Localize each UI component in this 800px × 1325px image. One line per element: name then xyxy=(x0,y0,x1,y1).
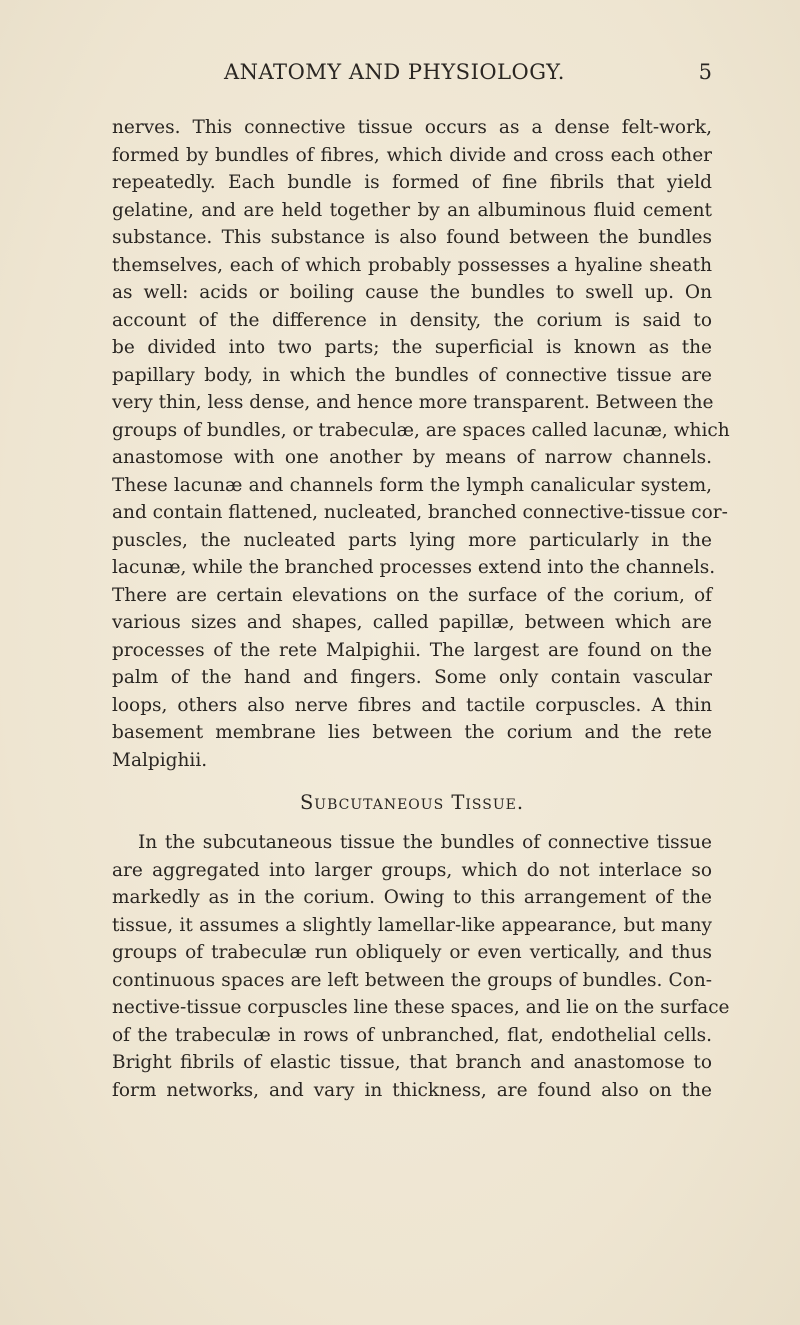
running-title: ANATOMY AND PHYSIOLOGY. xyxy=(224,60,565,84)
text-line: nective-tissue corpuscles line these spaces, and lie on the surface xyxy=(112,997,730,1018)
text-line: groups of trabeculæ run obliquely or even vertically, and thus xyxy=(112,942,712,963)
text-line: processes of the rete Malpighii. The largest are found on the xyxy=(112,639,712,661)
text-line: Bright fibrils of elastic tissue, that branch and anastomose to xyxy=(112,1052,712,1073)
text-line: formed by bundles of fibres, which divide and cross each other xyxy=(112,144,712,166)
text-line: as well: acids or boiling cause the bundles to swell up. On xyxy=(112,282,712,303)
text-line: are aggregated into larger groups, which do not interlace so xyxy=(112,859,712,881)
text-line: tissue, it assumes a slightly lamellar-like appearance, but many xyxy=(112,914,712,936)
running-head xyxy=(112,60,712,90)
text-line: markedly as in the corium. Owing to this arrangement of the xyxy=(112,887,712,908)
page-number: 5 xyxy=(698,60,712,84)
text-line: puscles, the nucleated parts lying more particularly in the xyxy=(112,529,712,551)
text-line: lacunæ, while the branched processes extend into the channels. xyxy=(112,557,716,578)
text-line: substance. This substance is also found between the bundles xyxy=(112,227,712,248)
text-line: basement membrane lies between the corium and the rete xyxy=(112,722,712,743)
text-line: nerves. This connective tissue occurs as a dense felt-work, xyxy=(112,117,712,138)
text-line: of the trabeculæ in rows of unbranched, flat, endothelial cells. xyxy=(112,1024,712,1046)
text-line: groups of bundles, or trabeculæ, are spaces called lacunæ, which xyxy=(112,419,730,441)
text-line: palm of the hand and fingers. Some only contain vascular xyxy=(112,667,712,688)
text-line: In the subcutaneous tissue the bundles of connective tissue xyxy=(138,832,712,853)
text-line: There are certain elevations on the surface of the corium, of xyxy=(112,584,712,606)
text-line: form networks, and vary in thickness, are found also on the xyxy=(112,1079,712,1101)
text-line: anastomose with one another by means of narrow channels. xyxy=(112,447,712,468)
text-line: very thin, less dense, and hence more transparent. Between the xyxy=(112,392,714,413)
paragraph-subcutaneous xyxy=(112,829,730,1104)
text-line: continuous spaces are left between the groups of bundles. Con- xyxy=(112,969,712,991)
paragraph-corium xyxy=(112,114,730,774)
text-line: and contain flattened, nucleated, branched connective-tissue cor- xyxy=(112,502,728,523)
body-text xyxy=(112,114,730,1104)
text-line: be divided into two parts; the superficial is known as the xyxy=(112,337,712,358)
text-line: themselves, each of which probably possesses a hyaline sheath xyxy=(112,254,712,276)
text-line: various sizes and shapes, called papillæ, between which are xyxy=(112,612,712,633)
text-line: These lacunæ and channels form the lymph canalicular system, xyxy=(112,474,712,496)
text-line: gelatine, and are held together by an albuminous fluid cement xyxy=(112,199,712,221)
text-line: papillary body, in which the bundles of connective tissue are xyxy=(112,364,712,386)
text-line: account of the difference in density, the corium is said to xyxy=(112,309,712,331)
text-line: repeatedly. Each bundle is formed of fine fibrils that yield xyxy=(112,172,712,193)
text-line: loops, others also nerve fibres and tactile corpuscles. A thin xyxy=(112,694,712,716)
text-line: Malpighii. xyxy=(112,749,208,771)
section-heading: Subcutaneous Tissue. xyxy=(299,791,525,814)
